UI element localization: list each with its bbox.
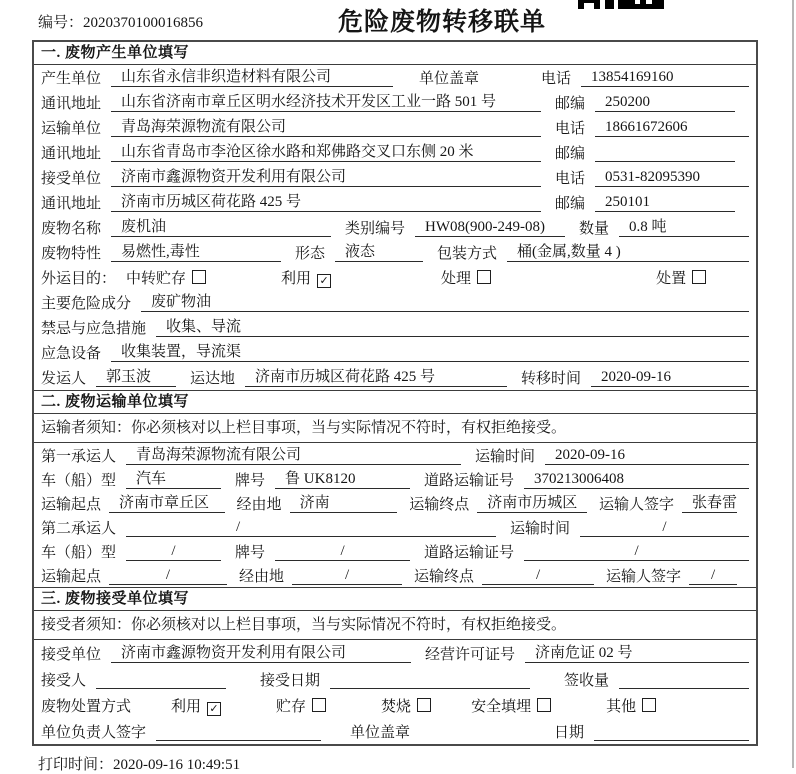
zip3-value: 250101 <box>595 193 735 212</box>
sign1-label: 运输人签字 <box>598 496 674 513</box>
producer-address-row <box>34 90 756 115</box>
waste-characteristic-row <box>34 240 756 265</box>
plate2-value: / <box>275 542 410 561</box>
qr-code-remnant <box>578 0 664 9</box>
permit2-value: / <box>524 542 749 561</box>
purpose-dispose-checkbox <box>692 270 706 284</box>
disposal-method-row <box>34 692 756 718</box>
address1-label: 通讯地址 <box>41 96 102 112</box>
transporter-label: 运输单位 <box>41 121 102 137</box>
disposal-other-label: 其他 <box>606 698 637 715</box>
manifest-document <box>32 0 758 773</box>
characteristic-value: 易燃性,毒性 <box>111 243 281 262</box>
phone2-label: 电话 <box>555 121 586 137</box>
acceptor-row <box>34 666 756 692</box>
manifest-table <box>32 40 758 746</box>
disposal-option-incinerate <box>381 695 431 716</box>
producer-label: 产生单位 <box>41 71 102 87</box>
page-right-edge <box>792 0 794 768</box>
serial-value: 2020370100016856 <box>83 15 204 31</box>
zip3-label: 邮编 <box>555 196 586 212</box>
section3-header: 三. 废物接受单位填写 <box>34 587 756 611</box>
equipment-value: 收集装置，导流渠 <box>111 343 749 362</box>
phone3-value: 0531-82095390 <box>595 168 749 187</box>
purpose-option-treat <box>441 267 491 288</box>
print-time <box>38 753 240 774</box>
origin1-label: 运输起点 <box>41 496 102 513</box>
address3-label: 通讯地址 <box>41 196 102 212</box>
zip1-label: 邮编 <box>555 96 586 112</box>
receiver-row <box>34 165 756 190</box>
receipt-qty-value <box>619 670 749 689</box>
vehicle2-row <box>34 539 756 563</box>
section1-header: 一. 废物产生单位填写 <box>34 42 756 65</box>
disposal-storage-label: 贮存 <box>276 698 307 715</box>
via2-label: 经由地 <box>239 568 285 585</box>
responsible-sign-row <box>34 718 756 744</box>
form-value: 液态 <box>335 243 423 262</box>
time1-label: 运输时间 <box>475 448 536 465</box>
quantity-label: 数量 <box>579 221 610 237</box>
transporter-value: 青岛海荣源物流有限公司 <box>111 118 541 137</box>
consignor-label: 发运人 <box>41 371 87 387</box>
section2-header: 二. 废物运输单位填写 <box>34 390 756 414</box>
address2-value: 山东省青岛市李沧区徐水路和郑佛路交叉口东侧 20 米 <box>111 143 541 162</box>
form-label: 形态 <box>295 246 326 262</box>
purpose-transit-storage-label: 中转贮存 <box>126 271 187 287</box>
phone1-value: 13854169160 <box>581 68 749 87</box>
license-label: 经营许可证号 <box>425 646 516 663</box>
receiver-label: 接受单位 <box>41 171 102 187</box>
sign2-label: 运输人签字 <box>606 568 682 585</box>
transfer-purpose-row <box>34 265 756 290</box>
permit2-label: 道路运输证号 <box>424 544 515 561</box>
route2-row <box>34 563 756 587</box>
purpose-option-dispose <box>656 267 706 288</box>
destination-value: 济南市历城区荷花路 425 号 <box>245 368 507 387</box>
characteristic-label: 废物特性 <box>41 246 102 262</box>
category-value: HW08(900-249-08) <box>415 218 565 237</box>
address2-label: 通讯地址 <box>41 146 102 162</box>
transporter-row <box>34 115 756 140</box>
date-label: 日期 <box>553 724 584 741</box>
disposal-incinerate-checkbox <box>417 698 431 712</box>
transfer-time-label: 转移时间 <box>521 371 582 387</box>
responsible-value <box>156 722 321 741</box>
vehicle2-value: / <box>126 542 221 561</box>
phone2-value: 18661672606 <box>595 118 749 137</box>
print-time-value: 2020-09-16 10:49:51 <box>113 757 241 773</box>
route1-row <box>34 491 756 515</box>
acceptor-label: 接受人 <box>41 672 87 689</box>
disposal-landfill-label: 安全填埋 <box>471 698 532 715</box>
main-hazard-value: 废矿物油 <box>141 293 749 312</box>
origin2-label: 运输起点 <box>41 568 102 585</box>
disposal-storage-checkbox <box>312 698 326 712</box>
carrier2-value: / <box>126 518 496 537</box>
via1-label: 经由地 <box>236 496 282 513</box>
quantity-value: 0.8 吨 <box>619 218 749 237</box>
vehicle1-row <box>34 467 756 491</box>
phone1-label: 电话 <box>540 71 571 87</box>
document-header <box>32 0 758 40</box>
time2-value: / <box>580 518 749 537</box>
destination-label: 运达地 <box>190 371 236 387</box>
packaging-value: 桶(金属,数量 4 ) <box>507 243 749 262</box>
zip2-label: 邮编 <box>555 146 586 162</box>
end2-value: / <box>482 566 594 585</box>
disposal-utilize-label: 利用 <box>171 698 202 715</box>
taboo-value: 收集、导流 <box>156 318 749 337</box>
purpose-option-utilize <box>281 267 331 288</box>
accept-unit-value: 济南市鑫源物资开发利用有限公司 <box>111 644 411 663</box>
section3-notice: 接受者须知：你必须核对以上栏目事项，当与实际情况不符时，有权拒绝接受。 <box>34 611 756 640</box>
origin1-value: 济南市章丘区 <box>109 494 225 513</box>
plate1-label: 牌号 <box>235 472 266 489</box>
disposal-incinerate-label: 焚烧 <box>381 698 412 715</box>
accept-date-label: 接受日期 <box>260 672 321 689</box>
date-value <box>594 722 749 741</box>
disposal-option-other <box>606 695 656 716</box>
time2-label: 运输时间 <box>510 520 571 537</box>
receipt-qty-label: 签收量 <box>564 672 610 689</box>
unit-seal-label: 单位盖章 <box>350 724 411 741</box>
zip1-value: 250200 <box>595 93 735 112</box>
purpose-option-transit-storage <box>126 267 206 288</box>
main-hazard-label: 主要危险成分 <box>41 296 132 312</box>
plate1-value: 鲁 UK8120 <box>275 470 410 489</box>
print-time-label: 打印时间： <box>38 757 114 773</box>
accept-date-value <box>330 670 530 689</box>
purpose-dispose-label: 处置 <box>656 271 687 287</box>
end2-label: 运输终点 <box>414 568 475 585</box>
sign1-value: 张春雷 <box>682 494 737 513</box>
via2-value: / <box>292 566 402 585</box>
disposal-utilize-checkbox: ✓ <box>207 702 221 716</box>
via1-value: 济南 <box>290 494 398 513</box>
end1-value: 济南市历城区 <box>477 494 587 513</box>
sign2-value: / <box>689 566 737 585</box>
license-value: 济南危证 02 号 <box>525 644 749 663</box>
vehicle1-label: 车（船）型 <box>41 472 117 489</box>
category-label: 类别编号 <box>345 221 406 237</box>
acceptor-value <box>96 670 226 689</box>
consignor-row <box>34 365 756 390</box>
taboo-measures-row <box>34 315 756 340</box>
vehicle2-label: 车（船）型 <box>41 544 117 561</box>
end1-label: 运输终点 <box>409 496 470 513</box>
transfer-time-value: 2020-09-16 <box>591 368 749 387</box>
disposal-option-storage <box>276 695 326 716</box>
purpose-label: 外运目的： <box>41 271 117 287</box>
producer-row <box>34 65 756 90</box>
zip2-value <box>595 143 735 162</box>
taboo-label: 禁忌与应急措施 <box>41 321 147 337</box>
page-title: 危险废物转移联单 <box>337 9 546 36</box>
address3-value: 济南市历城区荷花路 425 号 <box>111 193 541 212</box>
purpose-utilize-checkbox: ✓ <box>317 274 331 288</box>
consignor-value: 郭玉波 <box>96 368 176 387</box>
permit1-label: 道路运输证号 <box>424 472 515 489</box>
receiver-address-row <box>34 190 756 215</box>
first-carrier-row <box>34 443 756 467</box>
receiver-value: 济南市鑫源物资开发利用有限公司 <box>111 168 541 187</box>
phone3-label: 电话 <box>555 171 586 187</box>
purpose-transit-storage-checkbox <box>192 270 206 284</box>
time1-value: 2020-09-16 <box>545 446 749 465</box>
transporter-address-row <box>34 140 756 165</box>
disposal-option-landfill <box>471 695 551 716</box>
disposal-option-utilize <box>171 695 221 716</box>
purpose-utilize-label: 利用 <box>281 271 312 287</box>
disposal-other-checkbox <box>642 698 656 712</box>
disposal-label: 废物处置方式 <box>41 698 132 715</box>
packaging-label: 包装方式 <box>437 246 498 262</box>
carrier2-label: 第二承运人 <box>41 520 117 537</box>
producer-seal-label: 单位盖章 <box>419 71 480 87</box>
origin2-value: / <box>109 566 227 585</box>
address1-value: 山东省济南市章丘区明水经济技术开发区工业一路 501 号 <box>111 93 541 112</box>
serial-label: 编号： <box>38 15 84 31</box>
disposal-landfill-checkbox <box>537 698 551 712</box>
purpose-treat-label: 处理 <box>441 271 472 287</box>
vehicle1-value: 汽车 <box>126 470 221 489</box>
waste-name-row <box>34 215 756 240</box>
waste-name-value: 废机油 <box>111 218 331 237</box>
producer-value: 山东省永信非织造材料有限公司 <box>111 68 393 87</box>
permit1-value: 370213006408 <box>524 470 749 489</box>
responsible-label: 单位负责人签字 <box>41 724 147 741</box>
emergency-equipment-row <box>34 340 756 365</box>
section2-notice: 运输者须知：你必须核对以上栏目事项，当与实际情况不符时，有权拒绝接受。 <box>34 414 756 443</box>
accept-unit-label: 接受单位 <box>41 646 102 663</box>
equipment-label: 应急设备 <box>41 346 102 362</box>
purpose-treat-checkbox <box>477 270 491 284</box>
accept-unit-row <box>34 640 756 666</box>
main-hazard-row <box>34 290 756 315</box>
plate2-label: 牌号 <box>235 544 266 561</box>
carrier1-label: 第一承运人 <box>41 448 117 465</box>
second-carrier-row <box>34 515 756 539</box>
carrier1-value: 青岛海荣源物流有限公司 <box>126 446 461 465</box>
waste-name-label: 废物名称 <box>41 221 102 237</box>
